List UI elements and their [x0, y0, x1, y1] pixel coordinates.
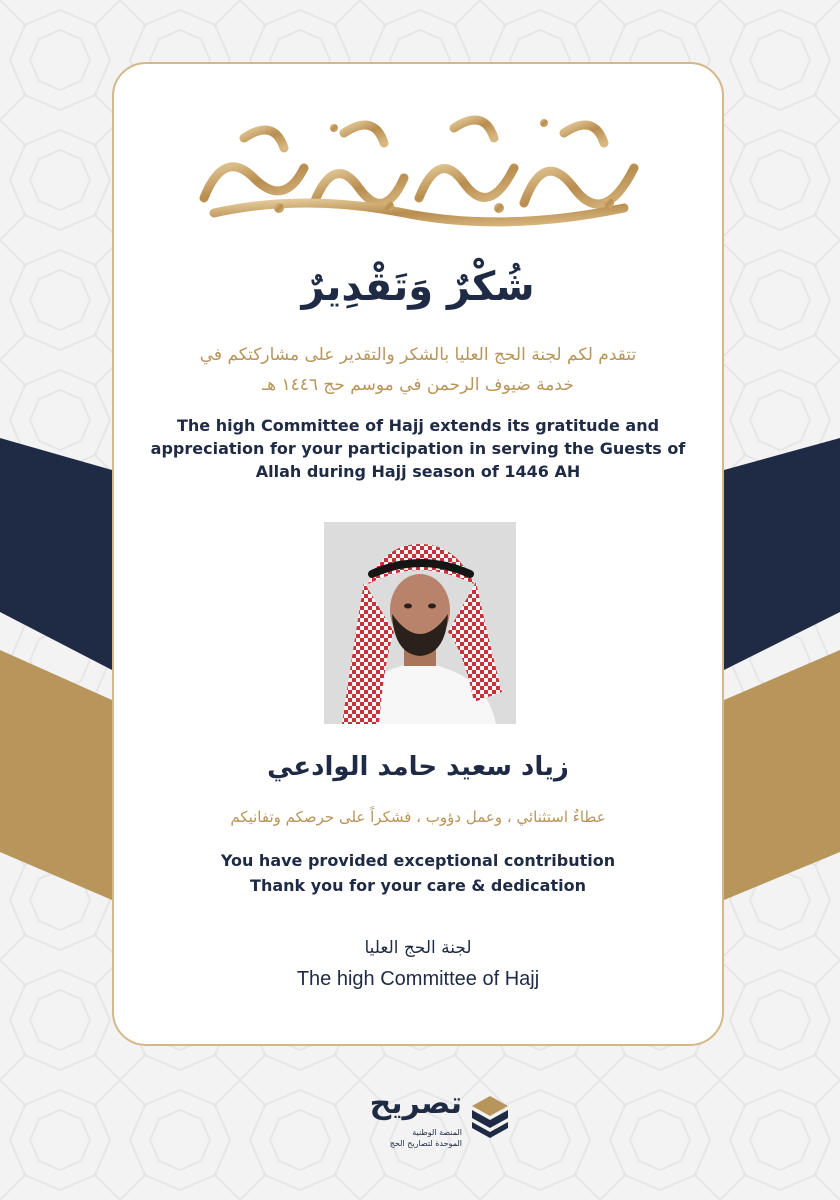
- intro-english-line: Allah during Hajj season of 1446 AH: [255, 462, 581, 481]
- intro-arabic-line: خدمة ضيوف الرحمن في موسم حج ١٤٤٦ هـ: [262, 375, 574, 395]
- logo-wordmark: تصريح: [369, 1086, 462, 1121]
- intro-english-line: appreciation for your participation in serving the Guests of: [150, 439, 686, 458]
- signature-english: The high Committee of Hajj: [296, 968, 540, 990]
- calligraphy-artwork: [184, 108, 654, 228]
- tasreeh-logo: [330, 1086, 510, 1150]
- contribution-english: [114, 848, 722, 898]
- logo-subtitle: المنصة الوطنية: [412, 1128, 462, 1137]
- contribution-english-line: You have provided exceptional contribution: [220, 851, 616, 870]
- contribution-english-line: Thank you for your care & dedication: [250, 876, 586, 895]
- intro-arabic: [154, 340, 682, 400]
- intro-arabic-line: تتقدم لكم لجنة الحج العليا بالشكر والتقدير على مشاركتكم في: [199, 345, 637, 365]
- certificate-card: [112, 62, 724, 1046]
- signature-arabic: لجنة الحج العليا: [364, 938, 472, 958]
- recipient-photo: [324, 522, 516, 724]
- logo-subtitle: الموحدة لتصاريح الحج: [389, 1139, 462, 1148]
- intro-english-line: The high Committee of Hajj extends its gratitude and: [176, 416, 660, 435]
- recipient-name: زياد سعيد حامد الوادعي: [267, 752, 569, 782]
- certificate-title: شُكْرٌ وَتَقْدِيرٌ: [301, 264, 535, 310]
- contribution-arabic: عطاءٌ استثنائي ، وعمل دؤوب ، فشكراً على حرصكم وتفانيكم: [230, 808, 606, 826]
- kaaba-logo-icon: [470, 1094, 510, 1140]
- intro-english: [144, 414, 692, 483]
